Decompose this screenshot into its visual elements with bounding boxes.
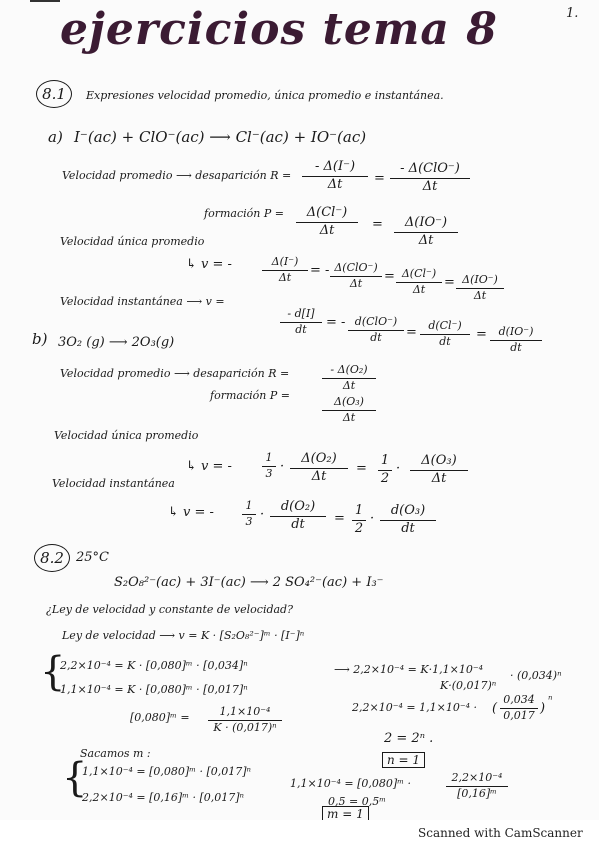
b-p-fraction (322, 396, 376, 424)
a-p-num-1: Δ(Cl⁻) (296, 206, 358, 223)
m-system-eq-2: 2,2×10⁻⁴ = [0,16]ᵐ · [0,017]ⁿ (82, 791, 244, 804)
a-r-den-2: Δt (422, 178, 438, 194)
a-i-den-2: dt (370, 330, 382, 344)
scan-edge-line (30, 0, 60, 2)
a-v-den-4: Δt (473, 288, 487, 302)
b-i-den-2: dt (401, 520, 415, 536)
b-formation-label: formación P = (210, 389, 290, 402)
a-i-fraction-3 (420, 320, 470, 348)
a-v-fraction-3 (396, 268, 442, 296)
step-2-den: 0,017 (503, 708, 535, 722)
ratio-expression-tail: · (0,034)ⁿ (510, 669, 562, 682)
b-i-equals: = (334, 511, 345, 526)
b-i-coef-1-num: 1 (242, 500, 256, 515)
a-v-num-3: Δ(Cl⁻) (396, 268, 442, 283)
m-ratio-left: 1,1×10⁻⁴ = [0,080]ᵐ · (290, 777, 411, 790)
a-p-den-1: Δt (319, 222, 335, 238)
b-v-fraction-2 (410, 454, 468, 487)
b-i-fraction-1 (270, 500, 326, 533)
b-v-num-1: Δ(O₂) (290, 452, 348, 469)
a-avg-velocity-label: Velocidad promedio ⟶ desaparición R = (62, 169, 292, 182)
b-i-coef-2-den: 2 (354, 520, 364, 536)
a-r-equals: = (374, 171, 385, 186)
m-ratio-num: 2,2×10⁻⁴ (446, 772, 508, 787)
exercise-8-2-reaction: S₂O₈²⁻(ac) + 3I⁻(ac) ⟶ 2 SO₄²⁻(ac) + I₃⁻ (114, 575, 384, 590)
b-v-den-1: Δt (311, 468, 327, 484)
b-i-fraction-2 (380, 504, 436, 537)
b-p-den: Δt (342, 410, 356, 424)
step-2-exponent: ⁿ (548, 693, 553, 706)
a-instantaneous-label: Velocidad instantánea ⟶ v = (60, 295, 225, 308)
m-result-box: m = 1 (322, 806, 369, 820)
a-i-num-2: d(ClO⁻) (348, 316, 404, 331)
a-unique-velocity-label: Velocidad única promedio (60, 235, 205, 248)
a-i-den-3: dt (439, 334, 451, 348)
a-v-num-1: Δ(I⁻) (262, 256, 308, 271)
a-p-fraction-2 (394, 216, 458, 249)
a-i-equals-2: = (406, 325, 417, 340)
b-v-den-2: Δt (431, 470, 447, 486)
a-p-den-2: Δt (418, 232, 434, 248)
a-v-num-4: Δ(IO⁻) (456, 274, 504, 289)
k-expression-left: [0,080]ᵐ = (130, 711, 190, 724)
part-b-reaction: 3O₂ (g) ⟶ 2O₃(g) (58, 335, 175, 350)
a-i-num-1: - d[I] (280, 308, 322, 323)
part-b-label: b) (32, 330, 48, 348)
sacamos-m-label: Sacamos m : (80, 747, 151, 760)
b-avg-velocity-label: Velocidad promedio ⟶ desaparición R = (60, 367, 290, 380)
a-i-num-3: d(Cl⁻) (420, 320, 470, 335)
a-i-equals-3: = (476, 327, 487, 342)
exercise-number-8-1: 8.1 (36, 80, 72, 108)
b-v-fraction-1 (290, 452, 348, 485)
b-i-den-1: dt (291, 516, 305, 532)
a-formation-label: formación P = (204, 207, 284, 220)
b-i-dot-2: · (370, 511, 375, 526)
b-v-arrow: ↳ v = - (186, 459, 232, 474)
b-r-fraction (322, 364, 376, 392)
step-2-fraction (500, 694, 538, 722)
a-v-equals-1: = - (310, 263, 330, 278)
exercise-number-8-2: 8.2 (34, 544, 70, 572)
a-v-equals-2: = (384, 269, 395, 284)
b-i-arrow: ↳ v = - (168, 505, 214, 520)
m-system-eq-1: 1,1×10⁻⁴ = [0,080]ᵐ · [0,017]ⁿ (82, 765, 251, 778)
exercise-8-2-question: ¿Ley de velocidad y constante de velocidad? (46, 603, 293, 616)
m-ratio-fraction (446, 772, 508, 800)
exercise-8-2-temperature: 25°C (76, 550, 109, 565)
rate-law-expression: Ley de velocidad ⟶ v = K · [S₂O₈²⁻]ᵐ · [I⁻]ⁿ (62, 629, 305, 642)
ratio-expression-den: K·(0,017)ⁿ (440, 679, 497, 692)
b-v-dot-1: · (280, 459, 285, 474)
a-i-fraction-2 (348, 316, 404, 344)
b-i-num-2: d(O₃) (380, 504, 436, 521)
part-a-reaction: I⁻(ac) + ClO⁻(ac) ⟶ Cl⁻(ac) + IO⁻(ac) (74, 128, 367, 146)
a-i-fraction-4 (490, 326, 542, 354)
a-v-fraction-1 (262, 256, 308, 284)
a-v-fraction-4 (456, 274, 504, 302)
exercise-8-1-heading: Expresiones velocidad promedio, única promedio e instantánea. (86, 89, 444, 102)
step-2-num: 0,034 (500, 694, 538, 709)
a-v-arrow: ↳ v = - (186, 257, 232, 272)
a-i-fraction-1 (280, 308, 322, 336)
system-eq-1: 2,2×10⁻⁴ = K · [0,080]ᵐ · [0,034]ⁿ (60, 659, 248, 672)
a-i-equals-1: = - (326, 315, 346, 330)
n-result-box: n = 1 (382, 752, 425, 768)
step-2-paren-close: ) (540, 701, 546, 716)
scanner-watermark: Scanned with CamScanner (418, 826, 583, 840)
a-i-den-1: dt (295, 322, 307, 336)
b-v-dot-2: · (396, 461, 401, 476)
step-2-paren-open: ( (492, 701, 498, 716)
b-i-num-1: d(O₂) (270, 500, 326, 517)
a-v-den-2: Δt (349, 276, 363, 290)
ratio-expression-left: ⟶ 2,2×10⁻⁴ = K·1,1×10⁻⁴ (334, 663, 484, 676)
b-i-coef-1-den: 3 (245, 514, 253, 528)
k-expression-den: K · (0,017)ⁿ (213, 720, 277, 734)
b-v-coef-1-num: 1 (262, 452, 276, 467)
a-r-num-1: - Δ(I⁻) (302, 160, 368, 177)
b-v-coef-2-num: 1 (378, 454, 392, 471)
b-i-coef-1 (242, 500, 256, 528)
m-line-2: 0,5 = 0,5ᵐ (328, 795, 386, 808)
a-i-num-4: d(IO⁻) (490, 326, 542, 341)
b-v-coef-1 (262, 452, 276, 480)
step-3: 2 = 2ⁿ . (384, 731, 434, 746)
m-ratio-den: [0,16]ᵐ (457, 786, 497, 800)
a-r-fraction-1 (302, 160, 368, 193)
b-instantaneous-label: Velocidad instantánea (52, 477, 175, 490)
b-p-num: Δ(O₃) (322, 396, 376, 411)
a-v-num-2: Δ(ClO⁻) (330, 262, 382, 277)
b-i-coef-2-num: 1 (352, 504, 366, 521)
b-r-num: - Δ(O₂) (322, 364, 376, 379)
system-brace-2: { (62, 755, 88, 801)
a-i-den-4: dt (510, 340, 522, 354)
page-number: 1. (566, 6, 579, 21)
b-v-equals: = (356, 461, 367, 476)
a-r-fraction-2 (390, 162, 470, 195)
a-v-den-3: Δt (412, 282, 426, 296)
b-v-num-2: Δ(O₃) (410, 454, 468, 471)
b-r-den: Δt (342, 378, 356, 392)
b-unique-velocity-label: Velocidad única promedio (54, 429, 199, 442)
b-v-coef-2 (378, 454, 392, 487)
b-i-dot-1: · (260, 507, 265, 522)
a-r-den-1: Δt (327, 176, 343, 192)
a-v-equals-3: = (444, 275, 455, 290)
k-expression-num: 1,1×10⁻⁴ (208, 706, 282, 721)
b-v-coef-2-den: 2 (380, 470, 390, 486)
k-expression-fraction (208, 706, 282, 734)
b-i-coef-2 (352, 504, 366, 537)
a-v-fraction-2 (330, 262, 382, 290)
a-p-num-2: Δ(IO⁻) (394, 216, 458, 233)
b-v-coef-1-den: 3 (265, 466, 273, 480)
a-v-den-1: Δt (278, 270, 292, 284)
a-r-num-2: - Δ(ClO⁻) (390, 162, 470, 179)
a-p-fraction-1 (296, 206, 358, 239)
page-title: ejercicios tema 8 (60, 4, 498, 55)
a-p-equals: = (372, 217, 383, 232)
part-a-label: a) (48, 128, 63, 146)
system-brace-1: { (40, 649, 66, 695)
system-eq-2: 1,1×10⁻⁴ = K · [0,080]ᵐ · [0,017]ⁿ (60, 683, 248, 696)
step-2-left: 2,2×10⁻⁴ = 1,1×10⁻⁴ · (352, 701, 478, 714)
